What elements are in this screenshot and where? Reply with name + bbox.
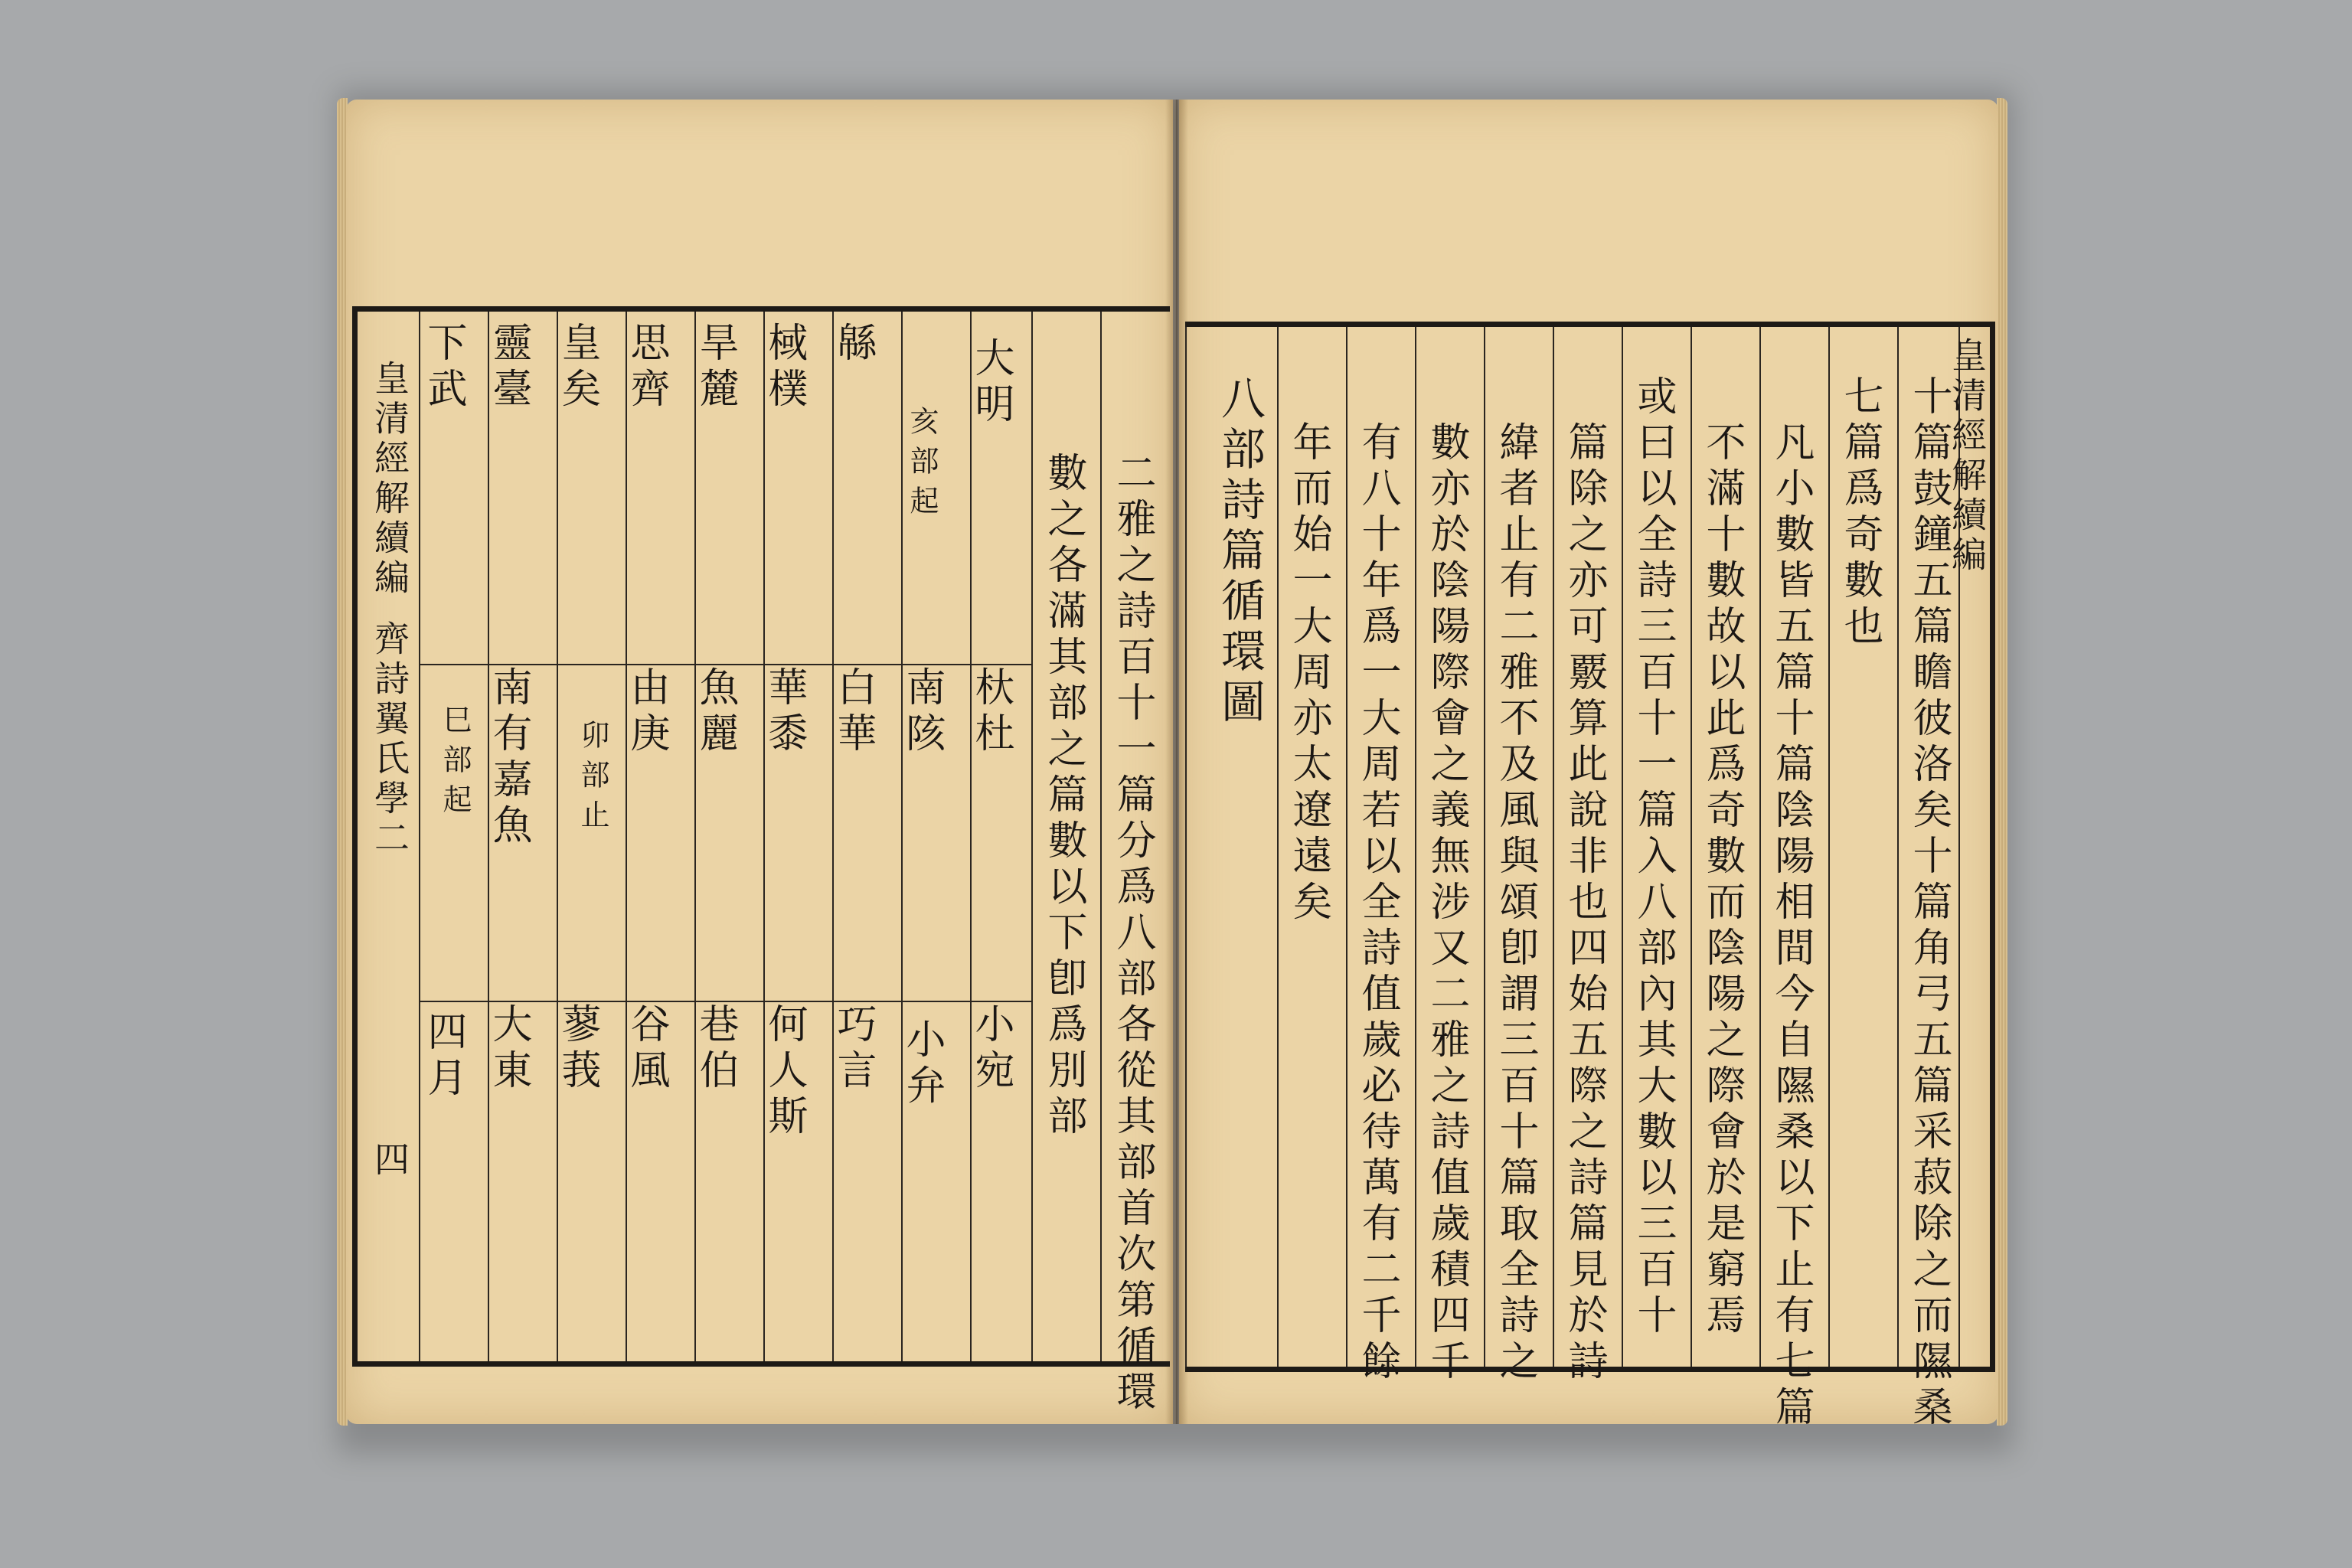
right-text-col-8: 數亦於陰陽際會之義無涉又二雅之詩值歲積四千: [1423, 421, 1469, 1386]
table-row-1-mid: 杕杜: [968, 666, 1014, 758]
table-row-2-bot: 小弁: [899, 1018, 945, 1110]
table-row-9-note: 巳部起: [438, 704, 472, 824]
right-text-col-6: 篇除之亦可覈算此說非也四始五際之詩篇見於詩: [1561, 421, 1607, 1386]
table-row-6-top: 思齊: [623, 322, 669, 413]
table-row-4-bot: 何人斯: [761, 1003, 807, 1141]
right-margin-title: 皇清經解續編: [1946, 337, 1988, 576]
left-page-number: 四: [369, 1141, 410, 1181]
table-row-3-bot: 巧言: [830, 1003, 876, 1095]
table-row-3-mid: 白華: [830, 666, 876, 758]
table-row-7-top: 皇矣: [554, 322, 600, 413]
table-row-1-bot: 小宛: [968, 1003, 1014, 1095]
right-text-col-2: 七篇爲奇數也: [1837, 375, 1883, 651]
left-intro-line-2: 數之各滿其部之篇數以下卽爲別部: [1040, 452, 1086, 1141]
left-margin-title: 皇清經解續編: [369, 360, 410, 599]
right-text-col-5: 或曰以全詩三百十一篇入八部內其大數以三百十: [1630, 375, 1676, 1340]
table-row-5-bot: 巷伯: [692, 1003, 738, 1095]
table-row-9-top: 下武: [420, 322, 466, 413]
table-row-4-top: 棫樸: [761, 322, 807, 413]
page-edges-right: [1997, 98, 2007, 1426]
table-row-4-mid: 華黍: [761, 666, 807, 758]
right-text-col-7: 緯者止有二雅不及風與頌卽謂三百十篇取全詩之: [1492, 421, 1538, 1386]
table-row-5-top: 旱麓: [692, 322, 738, 413]
table-row-3-top: 緜: [830, 322, 876, 368]
right-text-col-10: 年而始一大周亦太遼遠矣: [1285, 421, 1331, 926]
table-row-8-bot: 大東: [485, 1003, 531, 1095]
table-row-1-note: 亥部起: [905, 406, 939, 525]
table-row-7-note: 卯部止: [576, 720, 609, 839]
table-row-8-top: 靈臺: [485, 322, 531, 413]
table-row-2-mid: 南陔: [899, 666, 945, 758]
table-row-1-top: 大明: [968, 337, 1014, 429]
diagram-title: 八部詩篇循環圖: [1214, 375, 1266, 729]
right-text-col-3: 凡小數皆五篇十篇陰陽相間今自隰桑以下止有七篇: [1768, 421, 1814, 1432]
left-intro-line-1: 二雅之詩百十一篇分爲八部各從其部首次第循環: [1109, 452, 1155, 1416]
table-row-7-bot: 蓼莪: [554, 1003, 600, 1095]
table-row-6-mid: 由庚: [623, 666, 669, 758]
right-text-col-1: 十篇鼓鐘五篇瞻彼洛矣十篇角弓五篇采菽除之而隰桑: [1906, 375, 1952, 1432]
table-row-8-mid: 南有嘉魚: [485, 666, 531, 850]
left-section-label: 齊詩翼氏學二: [369, 620, 410, 859]
table-row-9-bot: 四月: [420, 1011, 466, 1102]
right-text-col-9: 有八十年爲一大周若以全詩值歲必待萬有二千餘: [1354, 421, 1400, 1386]
table-row-5-mid: 魚麗: [692, 666, 738, 758]
right-text-col-4: 不滿十數故以此爲奇數而陰陽之際會於是窮焉: [1699, 421, 1745, 1340]
table-row-6-bot: 谷風: [623, 1003, 669, 1095]
